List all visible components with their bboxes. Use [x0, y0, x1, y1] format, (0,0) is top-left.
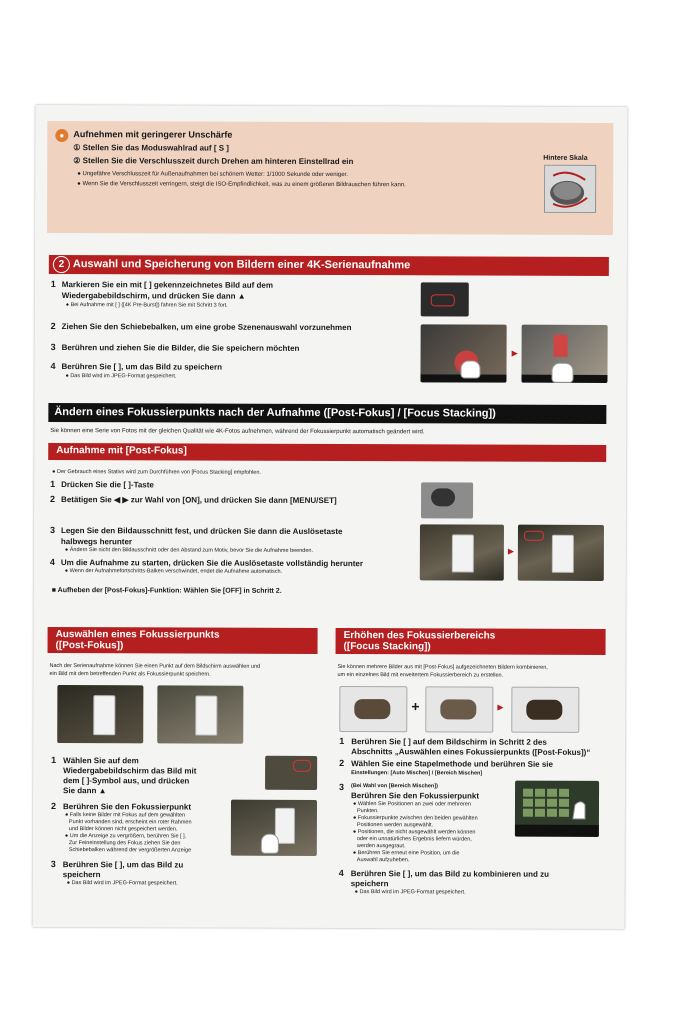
post-focus-step-3-line-2: halbwegs herunter — [60, 537, 133, 547]
step-number: 4 — [338, 868, 344, 879]
tip-title: Aufnehmen mit geringerer Unschärfe — [73, 129, 233, 140]
section-2-step-3: Berühren und ziehen Sie die Bilder, die Sie speichern möchten — [61, 343, 300, 353]
slide-bar-screen-image — [420, 324, 506, 382]
post-focus-example-1 — [57, 685, 143, 743]
hand-icon — [551, 363, 573, 383]
step-number: 1 — [50, 279, 56, 290]
post-focus-step-4: Um die Aufnahme zu starten, drücken Sie die Auslösetaste vollständig herunter — [60, 558, 363, 569]
arrow-right-icon: ▶ — [511, 348, 518, 358]
step-number: 3 — [50, 859, 56, 870]
post-focus-step-4-note: ● Wenn der Aufnahmefortschritts-Balken verschwindet, endet die Aufnahme automatisch. — [64, 568, 283, 575]
right-col-step-3-note-7: werden ausgegraut. — [356, 843, 406, 850]
focus-stack-result — [511, 687, 579, 733]
left-col-step-2-note-1: ● Falls keine Bilder mit Fokus auf dem gewählten — [64, 812, 186, 819]
touch-focus-image — [231, 800, 317, 856]
right-col-step-3-note-1: ● Wählen Sie Positionen an zwei oder mehreren — [352, 801, 471, 808]
hand-icon — [261, 834, 279, 854]
right-col-step-3-note-5: ● Positionen, die nicht ausgewählt werden können — [352, 829, 476, 836]
step-number: 1 — [51, 755, 57, 766]
right-col-step-3-note-2: Punkten. — [356, 808, 379, 815]
lantern-progress-image — [518, 525, 604, 581]
step-number: 1 — [50, 479, 56, 490]
post-focus-step-2: Betätigen Sie ◀ ▶ zur Wahl von [ON], und drücken Sie dann [MENU/SET] — [61, 495, 337, 506]
right-col-step-3-sub: (Bei Wahl von [Bereich Mischen]) — [351, 783, 438, 790]
focus-stack-source-2 — [425, 686, 493, 732]
playback-icon-image — [265, 756, 317, 790]
ornament-object — [354, 699, 390, 719]
recording-icon — [524, 531, 544, 541]
left-col-step-2-note-6: Schiebebalken während der vergrößerten Anzeige — [68, 847, 192, 854]
left-col-step-1-line-4: Sie dann ▲ — [63, 786, 107, 796]
dial-icon — [545, 166, 595, 212]
manual-sheet — [33, 105, 628, 929]
right-col-header — [336, 628, 606, 655]
step-number: 2 — [50, 494, 56, 505]
right-col-step-1-line-1: Berühren Sie [ ] auf dem Bildschirm in Schritt 2 des — [351, 737, 547, 747]
step-number: 2 — [50, 801, 57, 812]
lantern — [552, 535, 574, 573]
section-2-step-4: Berühren Sie [ ], um das Bild zu speichern — [61, 362, 223, 372]
right-col-step-1-line-2: Abschnitts „Auswählen eines Fokussierpunkts ([Post-Fokus])“ — [351, 747, 591, 757]
post-focus-step-1: Drücken Sie die [ ]-Taste — [61, 480, 154, 490]
4k-icon — [431, 294, 455, 306]
left-col-step-2-note-2: Punkt vorhanden sind, erscheint ein roter Rahmen — [68, 819, 192, 826]
post-focus-sub-header — [48, 443, 606, 462]
right-col-title-line-1: Erhöhen des Fokussierbereichs — [343, 630, 496, 642]
tip-box — [47, 121, 613, 235]
right-col-step-3-note-6: oder ein unnatürliches Ergebnis liefern würden, — [356, 836, 472, 843]
range-merge-screen-image — [515, 781, 599, 837]
section-2-title: Auswahl und Speicherung von Bildern einer 4K-Serienaufnahme — [72, 258, 411, 272]
lantern-shot-image — [420, 524, 504, 580]
camera-button-icon — [431, 488, 455, 506]
step-number: 4 — [50, 361, 56, 372]
ornament-object — [440, 699, 476, 719]
right-col-step-4-note: ● Das Bild wird im JPEG-Format gespeichert. — [354, 889, 466, 896]
tip-step-1: ① Stellen Sie das Moduswahlrad auf [ S ] — [73, 143, 229, 153]
step-number: 2 — [339, 758, 345, 769]
left-col-step-3-line-2: speichern — [62, 870, 101, 880]
step-number: 1 — [339, 736, 345, 747]
post-focus-sub-title: Aufnahme mit [Post-Fokus] — [56, 445, 187, 457]
post-focus-intro: Sie können eine Serie von Fotos mit der gleichen Qualität wie 4K-Fotos aufnehmen, während der Fokussierpunkt automatisch geändert wird. — [50, 428, 425, 436]
left-col-step-2-note-3: und Bilder können nicht gespeichert werden. — [68, 826, 178, 833]
right-col-step-2-line-1: Wählen Sie eine Stapelmethode und berühren Sie sie — [351, 759, 553, 769]
left-col-intro-1: Nach der Serienaufnahme können Sie einen Punkt auf dem Bildschirm auswählen und — [49, 663, 261, 670]
section-2-step-1-note: ● Bei Aufnahme mit [ ] ([4K Pre-Burst]) fahren Sie mit Schritt 3 fort. — [65, 302, 228, 309]
right-col-title-line-2: ([Focus Stacking]) — [343, 641, 431, 653]
left-col-title-line-2: ([Post-Fokus]) — [55, 640, 124, 652]
right-col-step-4-line-1: Berühren Sie [ ], um das Bild zu kombinieren und zu — [350, 869, 550, 879]
lightbulb-icon: ● — [55, 129, 68, 142]
step-number: 3 — [49, 525, 55, 536]
section-2-step-1-line-2: Wiedergabebildschirm, und drücken Sie dann ▲ — [61, 291, 246, 301]
post-focus-example-2 — [157, 685, 243, 743]
tip-bullet-2: ● Wenn Sie die Verschlusszeit verringern, steigt die ISO-Empfindlichkeit, was zu einem größeren Bildrauschen führen kann. — [77, 181, 406, 189]
right-col-step-3-note-4: Positionen werden ausgewählt. — [356, 822, 434, 829]
hand-icon — [460, 360, 480, 378]
drag-frames-screen-image — [521, 325, 607, 383]
lantern — [93, 695, 115, 735]
left-col-step-3-note: ● Das Bild wird im JPEG-Format gespeichert. — [66, 880, 178, 887]
step-number: 3 — [339, 782, 345, 793]
arrow-right-icon: ▶ — [497, 702, 504, 712]
focus-stack-source-1 — [339, 686, 407, 732]
left-col-step-1-line-3: dem [ ]-Symbol aus, und drücken — [63, 776, 190, 786]
right-col-intro-1: Sie können mehrere Bilder aus mit [Post-Fokus] aufgezeichneten Bildern kombinieren, — [337, 664, 548, 671]
plus-sign: + — [411, 698, 420, 715]
right-col-step-3-note-3: ● Fokussierpunkte zwischen den beiden gewählten — [352, 815, 478, 822]
focus-grid-icon — [515, 781, 599, 837]
right-col-step-4-line-2: speichern — [350, 879, 389, 889]
right-col-intro-2: um ein einzelnes Bild mit erweitertem Fokussierbereich zu erstellen. — [337, 672, 504, 679]
post-focus-cancel: ■ Aufheben der [Post-Fokus]-Funktion: Wählen Sie [OFF] in Schritt 2. — [51, 587, 282, 595]
red-subject — [554, 335, 568, 357]
step-number: 4 — [49, 557, 55, 568]
section-2-number: 2 — [53, 256, 70, 273]
left-col-header — [48, 627, 318, 654]
post-focus-icon — [293, 760, 311, 772]
left-col-step-2: Berühren Sie den Fokussierpunkt — [62, 802, 192, 812]
step-number: 3 — [50, 342, 56, 353]
camera-button-image — [421, 482, 473, 518]
right-col-step-3-note-8: ● Berühren Sie erneut eine Position, um die — [352, 850, 460, 857]
arrow-right-icon: ▶ — [507, 546, 515, 556]
left-col-title-line-1: Auswählen eines Fokussierpunkts — [55, 629, 220, 641]
left-col-step-3-line-1: Berühren Sie [ ], um das Bild zu — [62, 860, 184, 870]
left-col-step-1-line-2: Wiedergabebildschirm das Bild mit — [63, 766, 197, 776]
left-col-step-1-line-1: Wählen Sie auf dem — [63, 756, 139, 766]
left-col-intro-2: ein Bild mit dem betreffenden Punkt als Fokussierpunkt speichern. — [49, 671, 211, 678]
post-focus-step-3-line-1: Legen Sie den Bildausschnitt fest, und drücken Sie dann die Auslösetaste — [60, 526, 343, 537]
tip-step-2: ② Stellen Sie die Verschlusszeit durch Drehen am hinteren Einstellrad ein — [73, 156, 354, 167]
section-2-header — [49, 255, 609, 276]
right-col-step-3: Berühren Sie den Fokussierpunkt — [351, 791, 480, 801]
section-2-step-2: Ziehen Sie den Schiebebalken, um eine grobe Szenenauswahl vorzunehmen — [61, 322, 352, 333]
left-col-step-2-note-5: Zur Feineinstellung des Fokus ziehen Sie den — [68, 840, 181, 847]
playback-screen-image — [421, 282, 469, 316]
post-focus-title: Ändern eines Fokussierpunkts nach der Aufnahme ([Post-Fokus] / [Focus Stacking]) — [54, 406, 496, 420]
post-focus-header — [48, 403, 606, 424]
ornament-object — [526, 700, 562, 720]
left-col-step-2-note-4: ● Um die Anzeige zu vergrößern, berühren Sie [ ]. — [64, 833, 187, 840]
post-focus-step-3-note: ● Ändern Sie nicht den Bildausschnitt oder den Abstand zum Motiv, bevor Sie die Aufnahme beenden. — [64, 547, 314, 554]
section-2-step-1-line-1: Markieren Sie ein mit [ ] gekennzeichnetes Bild auf dem — [61, 280, 273, 290]
lantern — [195, 696, 217, 736]
section-2-step-4-note: ● Das Bild wird im JPEG-Format gespeichert. — [65, 373, 177, 380]
right-col-step-3-note-9: Auswahl aufzuheben. — [356, 857, 410, 864]
right-col-step-2-line-2: Einstellungen: [Auto Mischen] / [Bereich Mischen] — [351, 770, 483, 777]
post-focus-note: ● Der Gebrauch eines Stativs wird zum Durchführen von [Focus Stacking] empfohlen. — [52, 469, 261, 476]
step-number: 2 — [50, 321, 56, 332]
tip-bullet-1: ● Ungefähre Verschlusszeit für Außenaufnahmen bei schönem Wetter: 1/1000 Sekunde oder weniger. — [77, 171, 348, 179]
dial-label: Hintere Skala — [543, 154, 588, 162]
rear-dial-illustration — [544, 165, 596, 213]
lantern — [452, 534, 474, 572]
